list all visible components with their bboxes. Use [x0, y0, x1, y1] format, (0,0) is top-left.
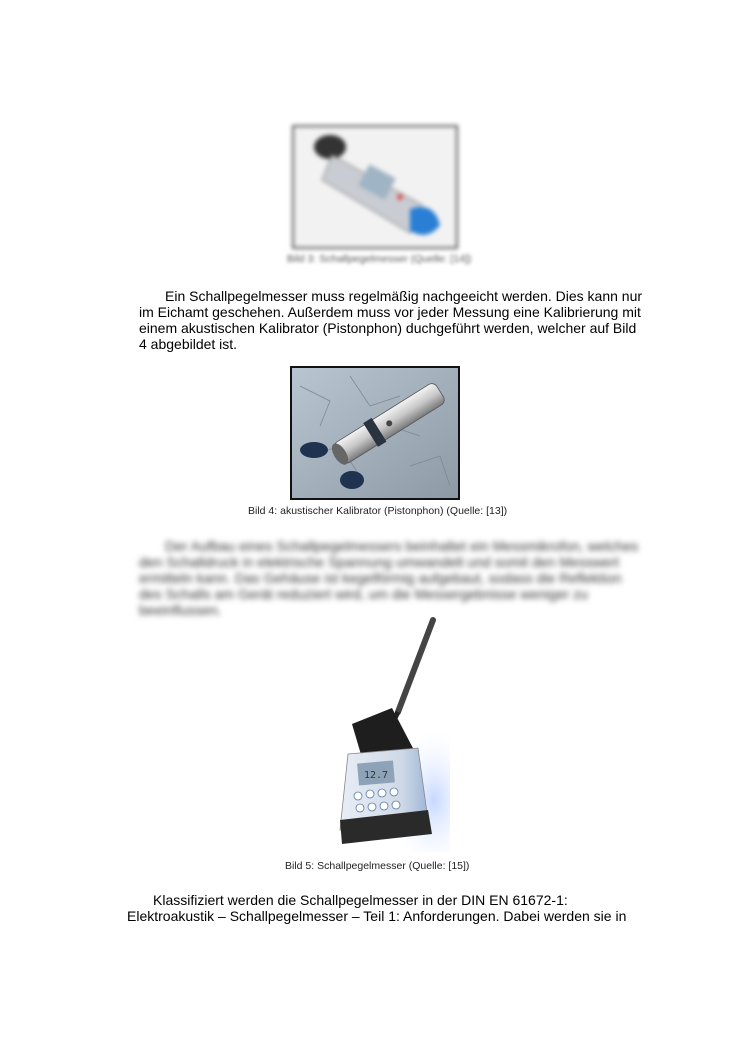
- text-line: Ein Schallpegelmesser muss regelmäßig nachgeeicht werden. Dies kann nur: [165, 288, 643, 304]
- figure-5-sound-level-meter-photo: [300, 612, 450, 857]
- paragraph-construction: [139, 538, 639, 618]
- paragraph-classification: [127, 892, 637, 924]
- text-line: im Eichamt geschehen. Außerdem muss vor jeder Messung eine Kalibrierung mit: [139, 304, 641, 320]
- figure-4-pistonphone-photo: [290, 366, 460, 500]
- text-line: Klassifiziert werden die Schallpegelmesser in der DIN EN 61672-1:: [153, 892, 568, 908]
- paragraph-calibration: [139, 288, 643, 352]
- figure-5-caption: Bild 5: Schallpegelmesser (Quelle: [15]): [285, 860, 470, 872]
- figure-4-caption: Bild 4: akustischer Kalibrator (Pistonphon) (Quelle: [13]): [248, 505, 508, 517]
- figure-3-sound-level-meter-photo: [292, 125, 458, 249]
- text-line: ermitteln kann. Das Gehäuse ist kegelförmig aufgebaut, sodass die Reflektion: [139, 570, 622, 586]
- text-line: den Schalldruck in elektrische Spannung umwandelt und somit den Messwert: [139, 554, 620, 570]
- figure-3-caption: Bild 3: Schallpegelmesser (Quelle: [14]): [287, 253, 472, 265]
- text-line: einem akustischen Kalibrator (Pistonphon) duchgeführt werden, welcher auf Bild: [139, 320, 637, 336]
- text-line: des Schalls am Gerät reduziert wird, um die Messergebnisse weniger zu: [139, 586, 588, 602]
- text-line: Elektroakustik – Schallpegelmesser – Teil 1: Anforderungen. Dabei werden sie in: [127, 908, 627, 924]
- text-line: beeinflussen.: [139, 602, 222, 618]
- text-line: 4 abgebildet ist.: [139, 336, 238, 352]
- text-line: Der Aufbau eines Schallpegelmessers beinhaltet ein Messmikrofon, welches: [165, 538, 639, 554]
- svg-text:12.7: 12.7: [364, 770, 389, 781]
